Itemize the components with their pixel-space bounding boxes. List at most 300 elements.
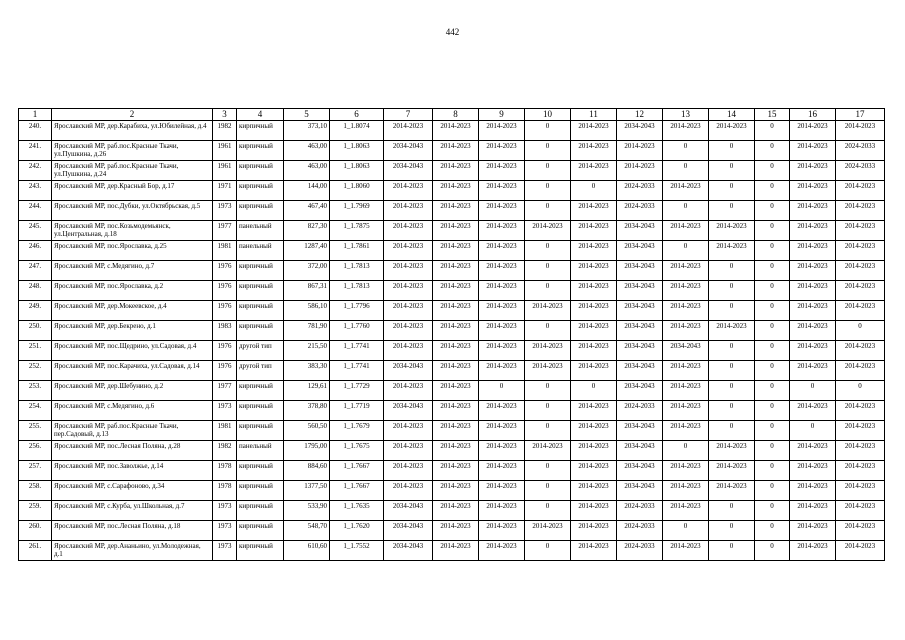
table-cell: Ярославский МР, дер.Карабиха, ул.Юбилейная, д.4 — [52, 121, 213, 141]
table-cell: Ярославский МР, пос.Щедрино, ул.Садовая, д.4 — [52, 341, 213, 361]
table-cell: 2014-2023 — [790, 241, 836, 261]
table-cell: 2014-2023 — [384, 341, 433, 361]
page-number: 442 — [445, 27, 460, 37]
table-cell: 2014-2023 — [479, 521, 525, 541]
table-cell: кирпичный — [237, 181, 284, 201]
table-cell: 2034-2043 — [617, 241, 663, 261]
column-header: 9 — [479, 109, 525, 121]
table-cell: 2014-2023 — [836, 541, 885, 561]
table-cell: 0 — [479, 381, 525, 401]
table-cell: 867,31 — [284, 281, 330, 301]
table-cell: 2024-2033 — [617, 521, 663, 541]
table-cell: 1977 — [213, 381, 237, 401]
table-cell: 0 — [709, 201, 755, 221]
table-row — [19, 541, 885, 561]
table-cell: 0 — [709, 501, 755, 521]
table-cell: 0 — [663, 521, 709, 541]
table-cell: 2014-2023 — [790, 121, 836, 141]
table-cell: 251. — [19, 341, 52, 361]
table-row — [19, 261, 885, 281]
table-cell: 2014-2023 — [433, 401, 479, 421]
table-cell: 1_1.7760 — [330, 321, 384, 341]
table-cell: 2014-2023 — [384, 301, 433, 321]
table-cell: 2014-2023 — [479, 301, 525, 321]
table-cell: 533,90 — [284, 501, 330, 521]
table-cell: Ярославский МР, пос.Лесная Поляна, д.28 — [52, 441, 213, 461]
table-cell: Ярославский МР, дер.Мокеевское, д.4 — [52, 301, 213, 321]
table-row — [19, 521, 885, 541]
table-cell: 242. — [19, 161, 52, 181]
table-cell: Ярославский МР, дер.Бекрено, д.1 — [52, 321, 213, 341]
table-cell: 2014-2023 — [617, 161, 663, 181]
table-cell: кирпичный — [237, 401, 284, 421]
table-cell: 884,60 — [284, 461, 330, 481]
column-header: 16 — [790, 109, 836, 121]
table-cell: Ярославский МР, пос.Ярославка, д.2 — [52, 281, 213, 301]
table-cell: 256. — [19, 441, 52, 461]
housing-table — [18, 108, 885, 561]
table-cell: Ярославский МР, дер.Ананьино, ул.Молодежная, д.1 — [52, 541, 213, 561]
table-cell: 2014-2023 — [479, 401, 525, 421]
table-cell: 2014-2023 — [433, 281, 479, 301]
table-cell: 2014-2023 — [790, 261, 836, 281]
table-cell: 0 — [755, 261, 790, 281]
table-cell: Ярославский МР, с.Медягино, д.6 — [52, 401, 213, 421]
table-cell: 2014-2023 — [571, 461, 617, 481]
table-cell: 0 — [709, 281, 755, 301]
column-header: 10 — [525, 109, 571, 121]
table-cell: 2014-2023 — [709, 481, 755, 501]
table-row — [19, 281, 885, 301]
table-cell: 0 — [709, 341, 755, 361]
table-cell: 2014-2023 — [790, 341, 836, 361]
table-cell: 2014-2023 — [836, 341, 885, 361]
table-cell: 1287,40 — [284, 241, 330, 261]
table-cell: 215,50 — [284, 341, 330, 361]
table-cell: 2014-2023 — [790, 541, 836, 561]
table-cell: 2014-2023 — [571, 361, 617, 381]
table-cell: 2014-2023 — [479, 361, 525, 381]
column-header: 1 — [19, 109, 52, 121]
table-cell: 0 — [525, 381, 571, 401]
table-cell: 2014-2023 — [571, 441, 617, 461]
table-cell: 241. — [19, 141, 52, 161]
table-cell: 0 — [709, 421, 755, 441]
table-cell: Ярославский МР, раб.пос.Красные Ткачи, ул.Пушкина, д.26 — [52, 141, 213, 161]
table-cell: 2014-2023 — [663, 221, 709, 241]
table-cell: 2014-2023 — [790, 301, 836, 321]
table-cell: Ярославский МР, пос.Ярославка, д.25 — [52, 241, 213, 261]
table-cell: 252. — [19, 361, 52, 381]
table-cell: 0 — [525, 261, 571, 281]
table-cell: 257. — [19, 461, 52, 481]
table-cell: 2014-2023 — [384, 221, 433, 241]
table-cell: 0 — [836, 381, 885, 401]
table-cell: кирпичный — [237, 281, 284, 301]
table-cell: кирпичный — [237, 521, 284, 541]
table-cell: 0 — [709, 361, 755, 381]
table-cell: 245. — [19, 221, 52, 241]
table-cell: кирпичный — [237, 421, 284, 441]
table-cell: 2014-2023 — [836, 261, 885, 281]
table-row — [19, 241, 885, 261]
table-cell: кирпичный — [237, 161, 284, 181]
table-header-row — [19, 109, 885, 121]
table-cell: кирпичный — [237, 201, 284, 221]
table-cell: 2014-2023 — [525, 361, 571, 381]
table-cell: 2014-2023 — [790, 181, 836, 201]
table-cell: 0 — [836, 321, 885, 341]
table-cell: Ярославский МР, раб.пос.Красные Ткачи, пер.Садовый, д.13 — [52, 421, 213, 441]
table-row — [19, 401, 885, 421]
table-cell: 2014-2023 — [571, 501, 617, 521]
table-cell: 1982 — [213, 121, 237, 141]
table-row — [19, 121, 885, 141]
table-cell: 2034-2043 — [617, 461, 663, 481]
table-cell: 0 — [709, 261, 755, 281]
column-header: 17 — [836, 109, 885, 121]
table-cell: 0 — [755, 501, 790, 521]
table-cell: 2014-2023 — [384, 381, 433, 401]
table-cell: 1_1.7675 — [330, 441, 384, 461]
table-cell: 2034-2043 — [617, 281, 663, 301]
table-cell: 0 — [525, 181, 571, 201]
table-cell: 2014-2023 — [433, 381, 479, 401]
table-cell: 0 — [755, 341, 790, 361]
table-cell: 2014-2023 — [384, 321, 433, 341]
table-cell: 2014-2023 — [663, 281, 709, 301]
column-header: 2 — [52, 109, 213, 121]
table-cell: 1_1.8074 — [330, 121, 384, 141]
table-cell: 2024-2033 — [836, 161, 885, 181]
table-cell: 2014-2023 — [433, 341, 479, 361]
table-cell: 2034-2043 — [617, 481, 663, 501]
table-cell: 1_1.7620 — [330, 521, 384, 541]
table-cell: 0 — [709, 381, 755, 401]
table-cell: 2034-2043 — [617, 301, 663, 321]
table-cell: 2014-2023 — [433, 121, 479, 141]
table-cell: Ярославский МР, дер.Красный Бор, д.17 — [52, 181, 213, 201]
table-cell: 2014-2023 — [571, 161, 617, 181]
table-cell: 1973 — [213, 201, 237, 221]
table-cell: 2014-2023 — [479, 501, 525, 521]
table-cell: 0 — [663, 441, 709, 461]
table-cell: 2014-2023 — [571, 201, 617, 221]
table-row — [19, 301, 885, 321]
table-cell: 2014-2023 — [663, 361, 709, 381]
table-row — [19, 341, 885, 361]
table-cell: 2014-2023 — [479, 321, 525, 341]
table-cell: 560,50 — [284, 421, 330, 441]
table-body — [19, 109, 885, 561]
table-cell: 2014-2023 — [433, 161, 479, 181]
table-cell: 2014-2023 — [433, 521, 479, 541]
table-cell: 2014-2023 — [790, 501, 836, 521]
table-cell: 2014-2023 — [479, 341, 525, 361]
table-cell: 2014-2023 — [479, 161, 525, 181]
table-cell: 2014-2023 — [790, 361, 836, 381]
table-cell: 2014-2023 — [433, 361, 479, 381]
table-cell: 2014-2023 — [384, 481, 433, 501]
table-cell: 2024-2033 — [617, 401, 663, 421]
table-cell: 0 — [755, 521, 790, 541]
table-cell: 2014-2023 — [790, 401, 836, 421]
column-header: 7 — [384, 109, 433, 121]
table-cell: 2014-2023 — [479, 181, 525, 201]
table-row — [19, 361, 885, 381]
table-cell: 1795,00 — [284, 441, 330, 461]
table-cell: 0 — [709, 521, 755, 541]
table-cell: 2034-2043 — [663, 341, 709, 361]
table-cell: 827,30 — [284, 221, 330, 241]
table-cell: 1_1.8063 — [330, 161, 384, 181]
table-cell: 2014-2023 — [433, 501, 479, 521]
table-cell: 2034-2043 — [384, 361, 433, 381]
table-cell: 2014-2023 — [709, 121, 755, 141]
table-cell: 2014-2023 — [663, 121, 709, 141]
table-cell: 1_1.7667 — [330, 481, 384, 501]
table-cell: 2014-2023 — [479, 541, 525, 561]
table-cell: 2014-2023 — [571, 321, 617, 341]
table-cell: Ярославский МР, с.Медягино, д.7 — [52, 261, 213, 281]
table-cell: 2014-2023 — [663, 481, 709, 501]
table-cell: 2014-2023 — [617, 141, 663, 161]
table-cell: 0 — [755, 181, 790, 201]
table-cell: 2014-2023 — [479, 281, 525, 301]
table-cell: 0 — [755, 441, 790, 461]
table-cell: 254. — [19, 401, 52, 421]
table-cell: кирпичный — [237, 461, 284, 481]
table-cell: 2034-2043 — [617, 261, 663, 281]
table-cell: 2014-2023 — [836, 281, 885, 301]
table-cell: 781,90 — [284, 321, 330, 341]
table-cell: 1981 — [213, 241, 237, 261]
table-cell: 1977 — [213, 221, 237, 241]
table-cell: 247. — [19, 261, 52, 281]
table-cell: 0 — [571, 381, 617, 401]
table-cell: 0 — [755, 241, 790, 261]
table-cell: 2014-2023 — [571, 421, 617, 441]
table-cell: 0 — [525, 541, 571, 561]
table-cell: 0 — [755, 141, 790, 161]
table-cell: 1_1.8063 — [330, 141, 384, 161]
table-cell: 0 — [525, 501, 571, 521]
table-cell: 0 — [525, 421, 571, 441]
table-cell: 2014-2023 — [571, 281, 617, 301]
table-cell: 2014-2023 — [384, 241, 433, 261]
table-cell: 2014-2023 — [836, 421, 885, 441]
table-cell: 0 — [755, 121, 790, 141]
table-cell: 2014-2023 — [525, 441, 571, 461]
table-cell: 248. — [19, 281, 52, 301]
table-cell: 2014-2023 — [790, 481, 836, 501]
table-row — [19, 161, 885, 181]
table-cell: 2014-2023 — [433, 181, 479, 201]
table-cell: 0 — [525, 461, 571, 481]
table-cell: кирпичный — [237, 501, 284, 521]
table-cell: 0 — [755, 381, 790, 401]
table-cell: 0 — [525, 281, 571, 301]
table-cell: 0 — [755, 161, 790, 181]
table-cell: кирпичный — [237, 301, 284, 321]
table-cell: 378,80 — [284, 401, 330, 421]
table-cell: 2034-2043 — [617, 321, 663, 341]
table-cell: 0 — [755, 201, 790, 221]
table-cell: 255. — [19, 421, 52, 441]
column-header: 12 — [617, 109, 663, 121]
table-cell: Ярославский МР, раб.пос.Красные Ткачи, ул.Пушкина, д.24 — [52, 161, 213, 181]
table-cell: 0 — [709, 301, 755, 321]
table-cell: 2014-2023 — [663, 261, 709, 281]
table-cell: 2014-2023 — [836, 501, 885, 521]
table-cell: 2014-2023 — [571, 241, 617, 261]
table-cell: 2014-2023 — [836, 361, 885, 381]
table-cell: 258. — [19, 481, 52, 501]
table-cell: 0 — [709, 181, 755, 201]
table-cell: Ярославский МР, с.Сарафоново, д.34 — [52, 481, 213, 501]
table-cell: 0 — [663, 141, 709, 161]
table-cell: 1_1.7729 — [330, 381, 384, 401]
table-cell: 2014-2023 — [571, 481, 617, 501]
table-cell: 0 — [790, 381, 836, 401]
table-cell: Ярославский МР, пос.Лесная Поляна, д.18 — [52, 521, 213, 541]
table-cell: 2034-2043 — [384, 541, 433, 561]
table-cell: 2014-2023 — [433, 261, 479, 281]
table-cell: 0 — [709, 541, 755, 561]
table-cell: 0 — [755, 401, 790, 421]
table-cell: 2014-2023 — [433, 321, 479, 341]
table-cell: 2014-2023 — [663, 301, 709, 321]
table-cell: 1973 — [213, 401, 237, 421]
table-cell: 0 — [571, 181, 617, 201]
table-cell: панельный — [237, 221, 284, 241]
table-cell: 2014-2023 — [433, 221, 479, 241]
table-cell: 2014-2023 — [479, 461, 525, 481]
table-cell: 2014-2023 — [790, 161, 836, 181]
table-cell: 240. — [19, 121, 52, 141]
table-cell: 2014-2023 — [790, 441, 836, 461]
table-cell: 0 — [525, 161, 571, 181]
table-cell: 0 — [755, 321, 790, 341]
table-cell: 2014-2023 — [836, 441, 885, 461]
table-cell: 2014-2023 — [433, 541, 479, 561]
table-cell: 1982 — [213, 441, 237, 461]
table-cell: 2014-2023 — [836, 181, 885, 201]
table-cell: Ярославский МР, дер.Шебунино, д.2 — [52, 381, 213, 401]
table-cell: 2034-2043 — [617, 421, 663, 441]
table-cell: 0 — [755, 301, 790, 321]
table-cell: 2024-2033 — [617, 201, 663, 221]
table-cell: 1_1.7741 — [330, 361, 384, 381]
table-cell: кирпичный — [237, 481, 284, 501]
table-cell: 2014-2023 — [663, 541, 709, 561]
table-cell: 2014-2023 — [836, 401, 885, 421]
table-cell: 1_1.7813 — [330, 281, 384, 301]
table-cell: 1978 — [213, 461, 237, 481]
column-header: 13 — [663, 109, 709, 121]
table-cell: 0 — [755, 481, 790, 501]
table-cell: кирпичный — [237, 321, 284, 341]
table-row — [19, 321, 885, 341]
table-cell: 2034-2043 — [617, 441, 663, 461]
table-cell: 2014-2023 — [479, 121, 525, 141]
table-cell: 2014-2023 — [790, 221, 836, 241]
table-cell: 2014-2023 — [384, 201, 433, 221]
table-cell: 2014-2023 — [709, 221, 755, 241]
table-row — [19, 201, 885, 221]
table-cell: 1976 — [213, 281, 237, 301]
table-cell: 0 — [755, 421, 790, 441]
table-cell: 0 — [755, 361, 790, 381]
table-cell: 1_1.7679 — [330, 421, 384, 441]
table-cell: 0 — [525, 121, 571, 141]
table-cell: 1_1.7635 — [330, 501, 384, 521]
table-cell: 1976 — [213, 261, 237, 281]
table-cell: Ярославский МР, пос.Карачиха, ул.Садовая, д.14 — [52, 361, 213, 381]
table-cell: 2014-2023 — [571, 121, 617, 141]
table-cell: 1_1.8060 — [330, 181, 384, 201]
table-cell: 2014-2023 — [790, 201, 836, 221]
column-header: 11 — [571, 109, 617, 121]
table-cell: 2014-2023 — [433, 301, 479, 321]
table-cell: 383,30 — [284, 361, 330, 381]
table-cell: 2014-2023 — [525, 301, 571, 321]
table-cell: 2014-2023 — [663, 461, 709, 481]
table-cell: 249. — [19, 301, 52, 321]
table-cell: 2014-2023 — [384, 261, 433, 281]
table-cell: 2014-2023 — [384, 281, 433, 301]
table-cell: 2034-2043 — [384, 141, 433, 161]
table-cell: 2014-2023 — [433, 481, 479, 501]
table-cell: 2014-2023 — [709, 321, 755, 341]
table-cell: панельный — [237, 441, 284, 461]
table-cell: 1973 — [213, 501, 237, 521]
table-cell: 2024-2033 — [836, 141, 885, 161]
table-cell: 2034-2043 — [617, 341, 663, 361]
table-cell: 0 — [709, 161, 755, 181]
table-cell: 372,00 — [284, 261, 330, 281]
table-cell: 1_1.7796 — [330, 301, 384, 321]
table-row — [19, 221, 885, 241]
table-cell: 2014-2023 — [709, 461, 755, 481]
table-cell: 260. — [19, 521, 52, 541]
table-cell: 1983 — [213, 321, 237, 341]
table-cell: кирпичный — [237, 141, 284, 161]
table-cell: 2014-2023 — [433, 241, 479, 261]
table-cell: 463,00 — [284, 141, 330, 161]
column-header: 6 — [330, 109, 384, 121]
table-cell: 2014-2023 — [663, 321, 709, 341]
table-cell: 2014-2023 — [571, 341, 617, 361]
table-cell: кирпичный — [237, 121, 284, 141]
table-row — [19, 481, 885, 501]
table-cell: 0 — [755, 461, 790, 481]
table-cell: 1973 — [213, 521, 237, 541]
table-cell: 2014-2023 — [384, 121, 433, 141]
table-cell: Ярославский МР, пос.Козьмодемьянск, ул.Центральная, д.18 — [52, 221, 213, 241]
table-cell: 1976 — [213, 301, 237, 321]
table-cell: 1961 — [213, 141, 237, 161]
table-cell: 0 — [663, 241, 709, 261]
table-cell: 246. — [19, 241, 52, 261]
table-cell: 2014-2023 — [836, 461, 885, 481]
column-header: 4 — [237, 109, 284, 121]
table-cell: 1973 — [213, 541, 237, 561]
table-cell: 2024-2033 — [617, 541, 663, 561]
table-cell: 1981 — [213, 421, 237, 441]
table-cell: 610,60 — [284, 541, 330, 561]
table-cell: 1_1.7813 — [330, 261, 384, 281]
